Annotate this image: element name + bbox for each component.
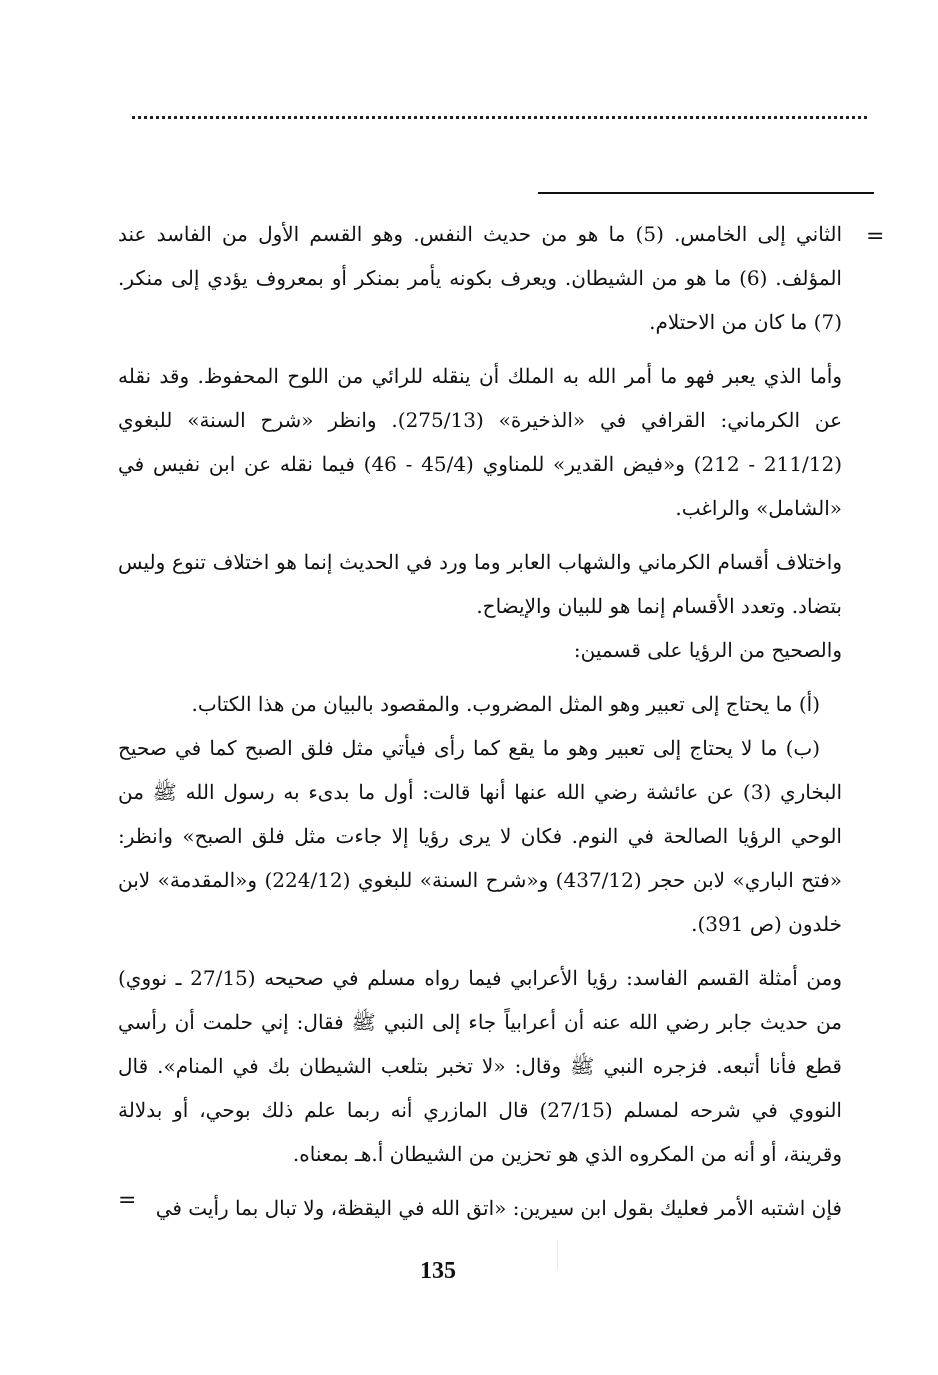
footnote-paragraph-3: واختلاف أقسام الكرماني والشهاب العابر وما ورد في الحديث إنما هو اختلاف تنوع وليس بتضاد. وتعدد الأقسام إنما هو للبيان والإيضاح. (118, 550, 842, 618)
footnote-paragraph-4: والصحيح من الرؤيا على قسمين: (573, 638, 842, 662)
footnote-paragraph-5: (أ) ما يحتاج إلى تعبير وهو المثل المضروب. والمقصود بالبيان من هذا الكتاب. (191, 692, 820, 716)
footnote-paragraph-7: ومن أمثلة القسم الفاسد: رؤيا الأعرابي فيما رواه مسلم في صحيحه (27/15 ـ نووي) من حديث جابر رضي الله عنه أن أعرابياً جاء إلى النبي ﷺ فقال: إني حلمت أن رأسي قطع فأنا أتبعه. فزجره النبي ﷺ وقال: «لا تخبر بتلعب الشيطان بك في المنام». قال النووي في شرحه لمسلم (27/15) قال المازري أنه ربما علم ذلك بوحي، أو بدلالة وقرينة، أو أنه من المكروه الذي هو تحزين من الشيطان أ.هـ بمعناه. (118, 966, 842, 1166)
continuation-mark-top: = (866, 224, 885, 249)
page-number: 135 (420, 1258, 456, 1284)
footnote-paragraph-1: الثاني إلى الخامس. (5) ما هو من حديث النفس. وهو القسم الأول من الفاسد عند المؤلف. (6) ما هو من الشيطان. ويعرف بكونه يأمر بمنكر أو بمعروف يؤدي إلى منكر. (7) ما كان من الاحتلام. (118, 222, 842, 334)
footnote-paragraph-6: (ب) ما لا يحتاج إلى تعبير وهو ما يقع كما رأى فيأتي مثل فلق الصبح كما في صحيح البخاري (3) عن عائشة رضي الله عنها أنها قالت: أول ما بدىء به رسول الله ﷺ من الوحي الرؤيا الصالحة في النوم. فكان لا يرى رؤيا إلا جاءت مثل فلق الصبح» وانظر: «فتح الباري» لابن حجر (437/12) و«شرح السنة» للبغوي (224/12) و«المقدمة» لابن خلدون (ص 391). (118, 736, 843, 936)
footnotes-body (118, 212, 842, 1230)
footnote-paragraph-8: فإن اشتبه الأمر فعليك بقول ابن سيرين: «اتق الله في اليقظة، ولا تبال بما رأيت في (155, 1196, 842, 1220)
footnote-rule (538, 192, 874, 194)
footnote-paragraph-2: وأما الذي يعبر فهو ما أمر الله به الملك أن ينقله للرائي من اللوح المحفوظ. وقد نقله عن الكرماني: القرافي في «الذخيرة» (275/13). وانظر «شرح السنة» للبغوي (211/12 - 212) و«فيض القدير» للمناوي (45/4 - 46) فيما نقله عن ابن نفيس في «الشامل» والراغب. (118, 364, 843, 520)
continuation-mark-bottom: = (118, 1188, 137, 1213)
dotted-separator (132, 116, 867, 119)
